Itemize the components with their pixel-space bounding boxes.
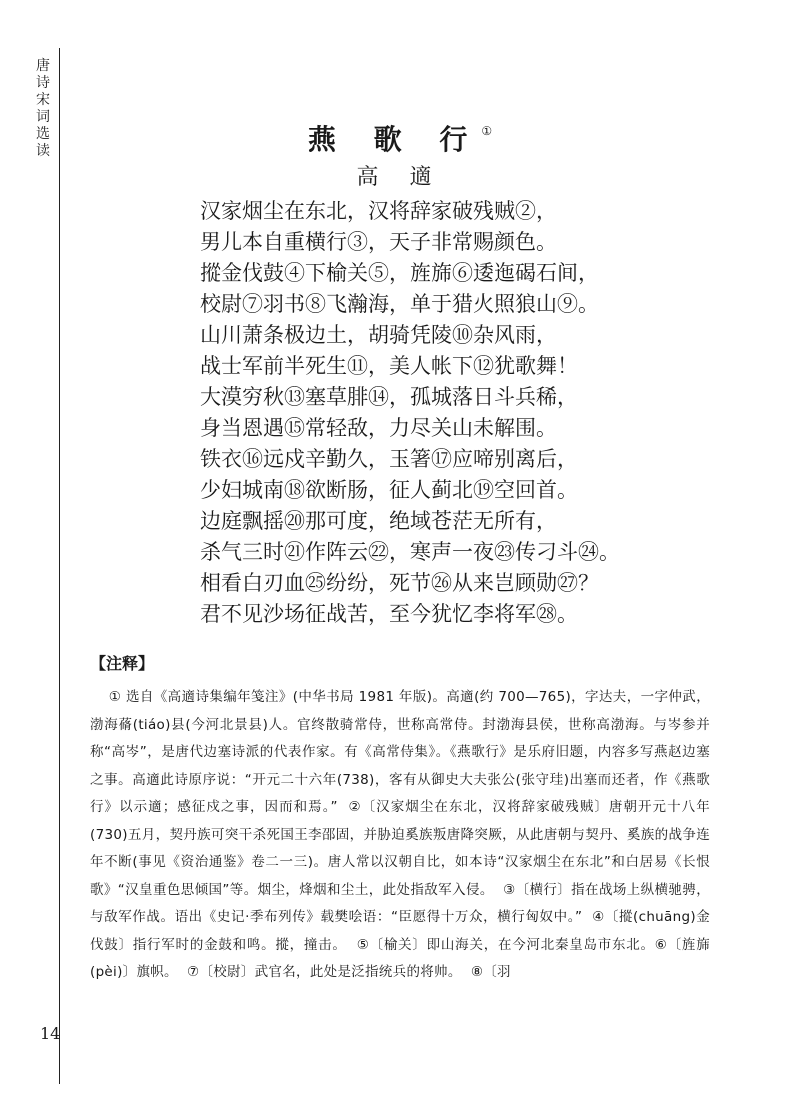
poem-author: 高 適 <box>356 165 444 190</box>
book-title-char: 诗 <box>36 75 50 91</box>
book-title-char: 宋 <box>36 92 50 108</box>
poem-line: 铁衣⑯远戍辛勤久，玉箸⑰应啼别离后， <box>200 447 578 471</box>
poem-line: 相看白刃血㉕纷纷，死节㉖从来岂顾勋㉗？ <box>200 571 599 595</box>
annotation-text: ① 选自《高適诗集编年笺注》(中华书局 1981 年版)。高適(约 700—765)，字达夫，一字仲武，渤海蓨(tiáo)县(今河北景县)人。官终散骑常侍，世称高常侍。封渤海县侯，世称高渤海。与岑参并称“高岑”，是唐代边塞诗派的代表作家。有《高常侍集》。《燕歌行》是乐府旧题，内容多写燕赵边塞之事。高適此诗原序说：“开元二十六年(738)，客有从御史大夫张公(张守珪)出塞而还者，作《燕歌行》以示適；感征戍之事，因而和焉。” ②〔汉家烟尘在东北，汉将辞家破残贼〕唐朝开元十八年(730)五月，契丹族可突干杀死国王李邵固，并胁迫奚族叛唐降突厥，从此唐朝与契丹、奚族的战争连年不断(事见《资治通鉴》卷二一三)。唐人常以汉朝自比，如本诗“汉家烟尘在东北”和白居易《长恨歌》“汉皇重色思倾国”等。烟尘，烽烟和尘土，此处指敌军入侵。 ③〔横行〕指在战场上纵横驰骋，与敌军作战。语出《史记·季布列传》载樊哙语：“臣愿得十万众，横行匈奴中。” ④〔摐(chuāng)金伐鼓〕指行军时的金鼓和鸣。摐，撞击。 ⑤〔榆关〕即山海关，在今河北秦皇岛市东北。⑥〔旌旆(pèi)〕旗帜。 ⑦〔校尉〕武官名，此处是泛指统兵的将帅。 ⑧〔羽 <box>90 689 710 980</box>
poem-line: 山川萧条极边土，胡骑凭陵⑩杂风雨， <box>200 323 557 347</box>
poem-line: 汉家烟尘在东北，汉将辞家破残贼②， <box>200 199 557 223</box>
notes-heading: 【注释】 <box>90 654 155 673</box>
margin-divider <box>59 48 60 1084</box>
poem-line: 大漠穷秋⑬塞草腓⑭，孤城落日斗兵稀， <box>200 385 578 409</box>
annotations <box>90 684 710 987</box>
poem-line: 杀气三时㉑作阵云㉒，寒声一夜㉓传刁斗㉔。 <box>200 540 620 564</box>
book-title-char: 词 <box>36 109 50 125</box>
poem-line: 身当恩遇⑮常轻敌，力尽关山未解围。 <box>200 416 557 440</box>
poem-title-footnote: ① <box>481 124 493 138</box>
poem-line: 君不见沙场征战苦，至今犹忆李将军㉘。 <box>200 602 578 626</box>
book-title-char: 读 <box>36 143 50 159</box>
poem-body <box>200 196 640 630</box>
poem-line: 校尉⑦羽书⑧飞瀚海，单于猎火照狼山⑨。 <box>200 292 599 316</box>
poem-line: 边庭飘摇⑳那可度，绝域苍茫无所有， <box>200 509 557 533</box>
page-number: 14 <box>40 1024 61 1043</box>
poem-line: 摐金伐鼓④下榆关⑤，旌旆⑥逶迤碣石间， <box>200 261 599 285</box>
poem-title <box>0 118 800 158</box>
book-title-char: 唐 <box>36 58 50 74</box>
book-title-char: 选 <box>36 126 50 142</box>
poem-line: 少妇城南⑱欲断肠，征人蓟北⑲空回首。 <box>200 478 578 502</box>
poem-line: 男儿本自重横行③，天子非常赐颜色。 <box>200 230 557 254</box>
poem-line: 战士军前半死生⑪，美人帐下⑫犹歌舞！ <box>200 354 578 378</box>
poem-title-text: 燕 歌 行 <box>307 123 482 156</box>
